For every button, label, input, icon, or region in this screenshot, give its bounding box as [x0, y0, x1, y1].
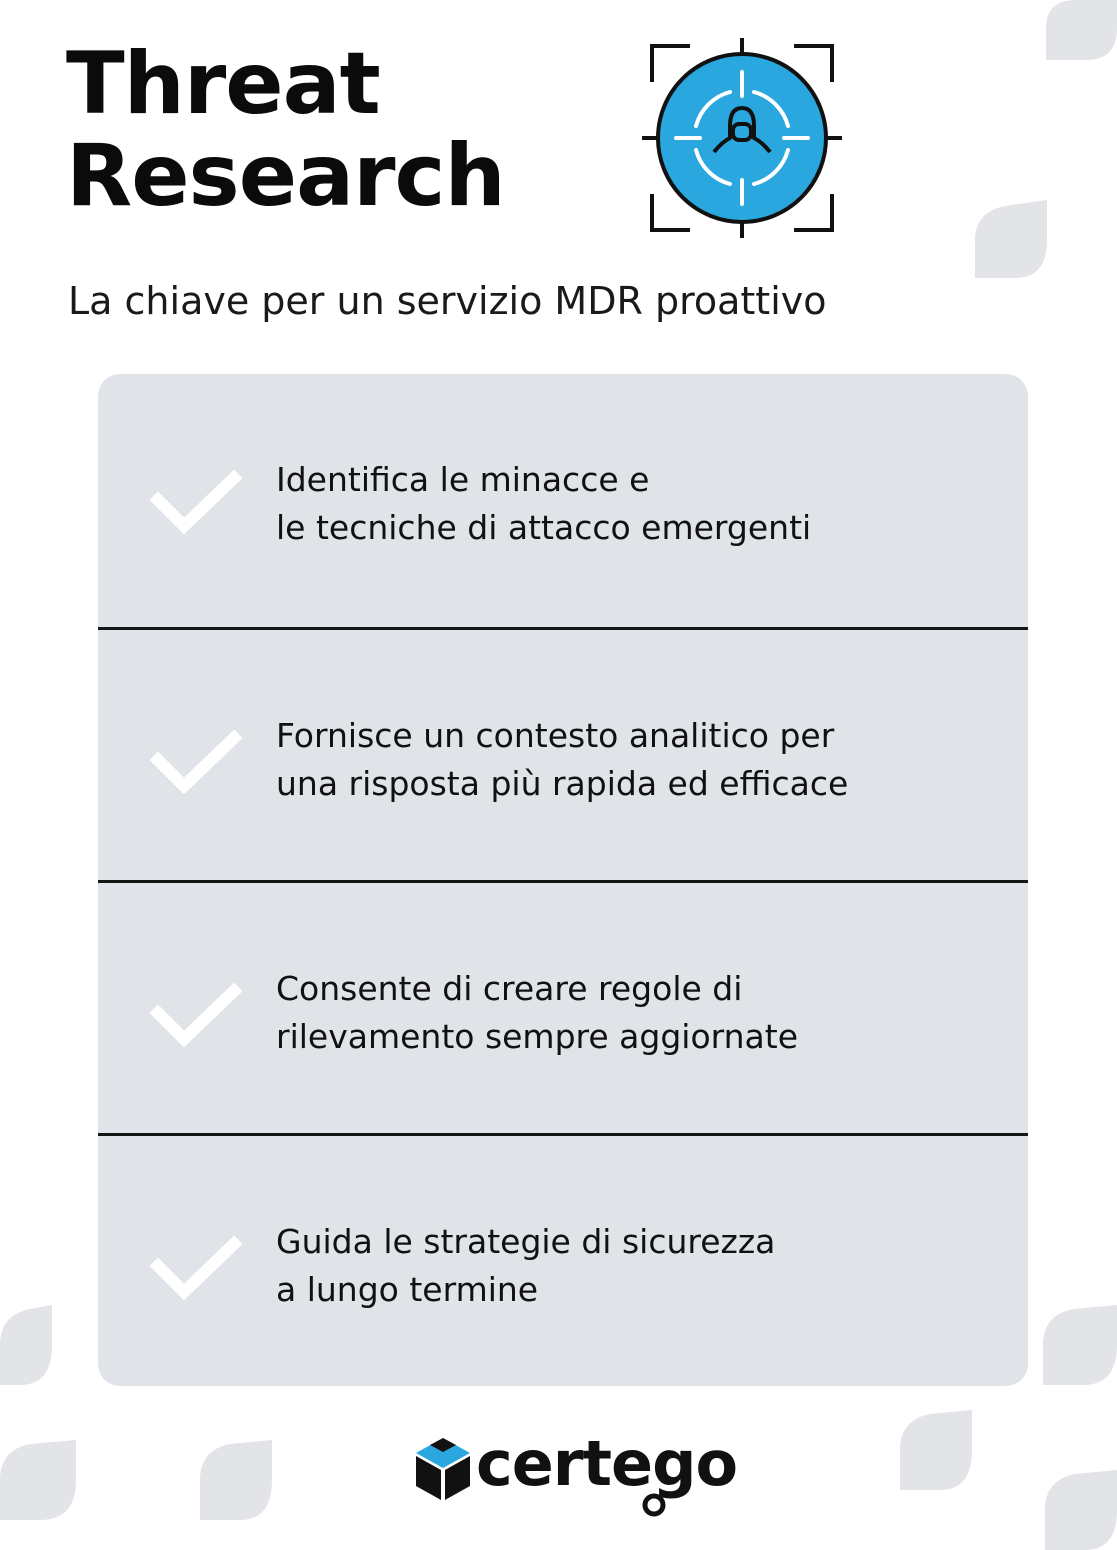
decorative-leaf-2: [975, 200, 1047, 278]
subtitle: La chiave per un servizio MDR proattivo: [68, 279, 827, 323]
benefit-row: [98, 627, 1028, 880]
benefit-line: rilevamento sempre aggiornate: [276, 1017, 799, 1056]
benefits-card: [98, 374, 1028, 1386]
decorative-leaf-7: [900, 1410, 972, 1490]
benefit-row: [98, 1133, 1028, 1386]
benefit-line: a lungo termine: [276, 1270, 539, 1309]
benefit-line: Guida le strategie di sicurezza: [276, 1222, 776, 1261]
benefit-line: Consente di creare regole di: [276, 969, 743, 1008]
decorative-leaf-1: [1046, 0, 1117, 60]
decorative-leaf-3: [0, 1305, 52, 1385]
benefit-line: Identifica le minacce e: [276, 460, 650, 499]
page-title: [66, 34, 505, 226]
benefit-text: [276, 712, 996, 808]
benefit-text: [276, 1218, 996, 1314]
decorative-leaf-6: [200, 1440, 272, 1520]
checkmark-icon: [150, 730, 242, 800]
benefit-line: Fornisce un contesto analitico per: [276, 716, 835, 755]
benefit-line: una risposta più rapida ed efficace: [276, 764, 849, 803]
benefit-line: le tecniche di attacco emergenti: [276, 508, 812, 547]
benefit-row: [98, 880, 1028, 1133]
title-line-1: Threat: [66, 34, 380, 134]
certego-logo: [412, 1426, 738, 1516]
benefit-text: [276, 456, 996, 552]
decorative-leaf-5: [0, 1440, 76, 1520]
decorative-leaf-8: [1045, 1470, 1117, 1550]
decorative-leaf-4: [1043, 1305, 1117, 1385]
checkmark-icon: [150, 1236, 242, 1306]
logo-ring-icon: [641, 1492, 667, 1518]
target-user-icon: [642, 38, 842, 238]
title-line-2: Research: [66, 126, 505, 226]
certego-cube-icon: [412, 1436, 474, 1502]
benefit-text: [276, 965, 996, 1061]
checkmark-icon: [150, 470, 242, 540]
logo-text: certego: [476, 1427, 738, 1500]
checkmark-icon: [150, 983, 242, 1053]
benefit-row: [98, 374, 1028, 627]
